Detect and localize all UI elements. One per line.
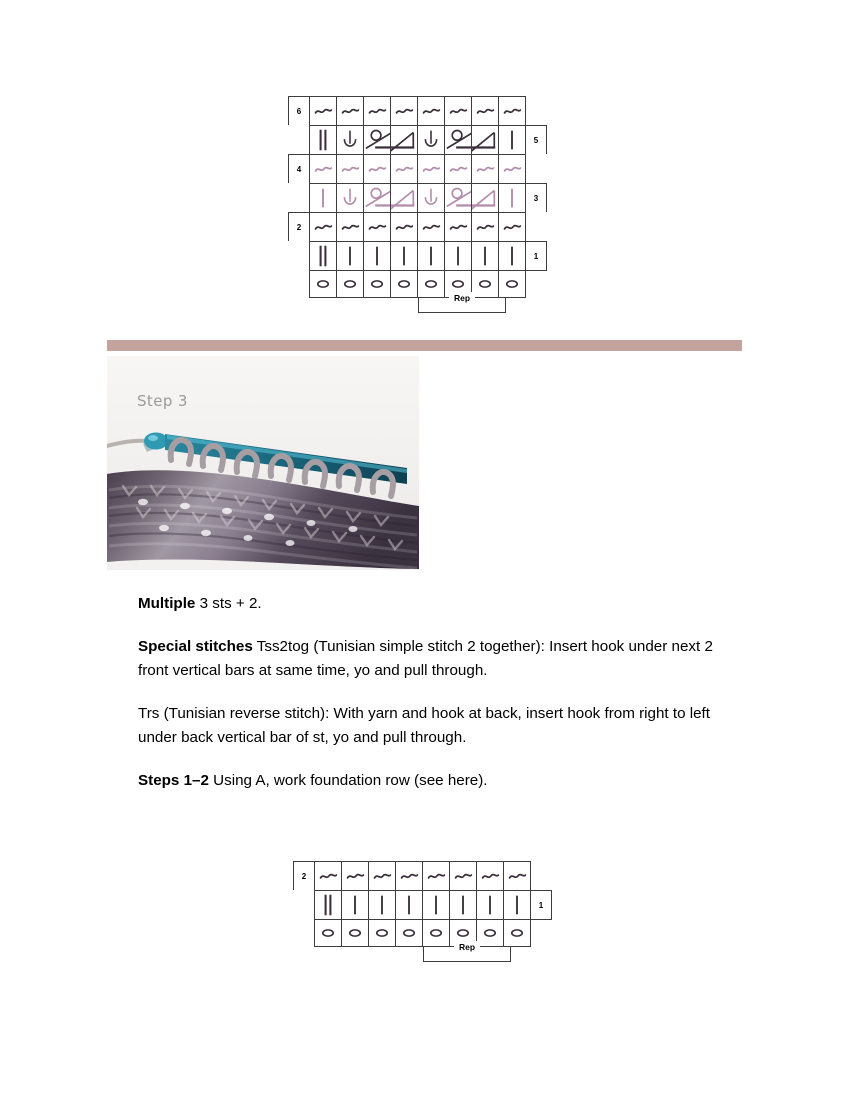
stitch-cell: [476, 890, 504, 920]
wave-symbol: [396, 862, 422, 890]
stitch-cell: [309, 96, 337, 126]
chain-cell: [471, 270, 499, 298]
steps-value: Using A, work foundation row (see here).: [208, 772, 488, 789]
stitch-cell: [498, 241, 526, 271]
tss2tog-b-symbol: [391, 184, 417, 212]
stitch-cell: [336, 212, 364, 242]
stitch-cell: [395, 861, 423, 891]
stitch-cell: [309, 212, 337, 242]
trs-symbol: [418, 184, 444, 212]
rep-bracket-area: [293, 942, 552, 963]
stitch-cell: [503, 861, 531, 891]
row-number-right: 1: [525, 241, 547, 271]
chart-row: [288, 126, 547, 155]
stitch-cell: [309, 125, 337, 155]
wave-symbol: [315, 862, 341, 890]
bar-symbol: [504, 891, 530, 919]
stitch-cell: [336, 96, 364, 126]
double-bar-symbol: [315, 891, 341, 919]
tss2tog-b-symbol: [472, 184, 498, 212]
stitch-cell: [444, 183, 472, 213]
stitch-cell: [390, 96, 418, 126]
wave-symbol: [364, 213, 390, 241]
trs-symbol: [418, 126, 444, 154]
paragraph-trs: Trs (Tunisian reverse stitch): With yarn and hook at back, insert hook from right to left under back vertical bar of st, yo and pull through.: [138, 705, 710, 746]
foundation-chain-row: [310, 271, 547, 298]
bar-symbol: [499, 242, 525, 270]
chain-symbol: [310, 271, 336, 297]
wave-symbol: [418, 155, 444, 183]
rep-bracket-area: [288, 293, 547, 314]
section-divider-bar: [107, 340, 742, 351]
stitch-cell: [449, 890, 477, 920]
stitch-cell: [417, 96, 445, 126]
stitch-cell: [309, 154, 337, 184]
stitch-cell: [444, 125, 472, 155]
row-number-right: 3: [525, 183, 547, 213]
bar-symbol: [499, 184, 525, 212]
chart-row: [288, 155, 547, 184]
chain-cell: [417, 270, 445, 298]
stitch-cell: [368, 890, 396, 920]
row-number-left: 4: [288, 154, 310, 184]
row-number-right: 5: [525, 125, 547, 155]
chart-row: [293, 862, 552, 891]
tss2tog-a-symbol: [364, 184, 390, 212]
wave-symbol: [504, 862, 530, 890]
stitch-cell: [368, 861, 396, 891]
chain-symbol: [477, 920, 503, 946]
stitch-cell: [476, 861, 504, 891]
stitch-cell: [395, 890, 423, 920]
stitch-cell: [363, 241, 391, 271]
stitch-cell: [309, 183, 337, 213]
trs-symbol: [337, 126, 363, 154]
stitch-cell: [390, 154, 418, 184]
crochet-photo-illustration: [107, 356, 419, 570]
chain-cell: [309, 270, 337, 298]
stitch-cell: [444, 154, 472, 184]
photo-artwork: [107, 356, 419, 570]
stitch-cell: [471, 96, 499, 126]
wave-symbol: [391, 155, 417, 183]
chain-symbol: [396, 920, 422, 946]
wave-symbol: [472, 213, 498, 241]
rep-bracket: [418, 293, 506, 313]
stitch-cell: [417, 212, 445, 242]
row-number-right-blank: [530, 861, 552, 891]
stitch-cell: [336, 241, 364, 271]
bar-symbol: [364, 242, 390, 270]
trs-symbol: [337, 184, 363, 212]
chain-symbol: [342, 920, 368, 946]
row-number-left: 2: [293, 861, 315, 891]
stitch-cell: [471, 154, 499, 184]
stitch-cell: [444, 241, 472, 271]
chart-top-container: [288, 97, 547, 314]
stitch-cell: [314, 861, 342, 891]
special-stitches-value: Tss2tog (Tunisian simple stitch 2 together): Insert hook under next 2 front vertical bars at same time, yo and pull through.: [138, 638, 713, 679]
chain-symbol: [423, 920, 449, 946]
wave-symbol: [337, 213, 363, 241]
chain-cell: [422, 919, 450, 947]
tss2tog-a-symbol: [445, 184, 471, 212]
chain-symbol: [499, 271, 525, 297]
wave-symbol: [364, 97, 390, 125]
bar-symbol: [445, 242, 471, 270]
stitch-cell: [363, 125, 391, 155]
chain-cell: [476, 919, 504, 947]
rep-bracket: [423, 942, 511, 962]
double-bar-symbol: [310, 242, 336, 270]
tunisian-pattern-chart-full: [288, 97, 547, 314]
rep-label: Rep: [454, 941, 480, 953]
stitch-cell: [336, 125, 364, 155]
row-number-right: 1: [530, 890, 552, 920]
paragraph-special-stitches: [138, 635, 738, 683]
stitch-cell: [422, 890, 450, 920]
stitch-cell: [498, 183, 526, 213]
chart-row: [288, 242, 547, 271]
bar-symbol: [418, 242, 444, 270]
tss2tog-a-symbol: [364, 126, 390, 154]
rep-label: Rep: [449, 292, 475, 304]
step-photo: [107, 356, 419, 570]
bar-symbol: [369, 891, 395, 919]
wave-symbol: [423, 862, 449, 890]
stitch-cell: [444, 96, 472, 126]
bar-symbol: [450, 891, 476, 919]
stitch-cell: [417, 241, 445, 271]
wave-symbol: [499, 97, 525, 125]
bar-symbol: [396, 891, 422, 919]
bar-symbol: [472, 242, 498, 270]
chain-symbol: [391, 271, 417, 297]
wave-symbol: [337, 97, 363, 125]
row-number-left-blank: [288, 125, 310, 155]
chain-symbol: [418, 271, 444, 297]
stitch-cell: [471, 212, 499, 242]
chain-symbol: [369, 920, 395, 946]
wave-symbol: [477, 862, 503, 890]
wave-symbol: [310, 155, 336, 183]
stitch-cell: [309, 241, 337, 271]
wave-symbol: [369, 862, 395, 890]
chain-cell: [336, 270, 364, 298]
stitch-cell: [363, 154, 391, 184]
wave-symbol: [418, 213, 444, 241]
row-number-right-blank: [525, 96, 547, 126]
bar-symbol: [423, 891, 449, 919]
chain-cell: [498, 270, 526, 298]
wave-symbol: [310, 97, 336, 125]
wave-symbol: [499, 155, 525, 183]
stitch-cell: [341, 890, 369, 920]
stitch-cell: [498, 154, 526, 184]
stitch-cell: [390, 212, 418, 242]
row-number-left: 2: [288, 212, 310, 242]
stitch-cell: [471, 183, 499, 213]
chain-symbol: [315, 920, 341, 946]
bar-symbol: [499, 126, 525, 154]
stitch-cell: [498, 212, 526, 242]
stitch-cell: [471, 241, 499, 271]
chain-cell: [341, 919, 369, 947]
chain-cell: [363, 270, 391, 298]
bar-symbol: [310, 184, 336, 212]
stitch-cell: [341, 861, 369, 891]
instructions-text-block: [138, 592, 738, 812]
stitch-cell: [363, 183, 391, 213]
chain-symbol: [364, 271, 390, 297]
wave-symbol: [450, 862, 476, 890]
stitch-cell: [363, 96, 391, 126]
tss2tog-b-symbol: [391, 126, 417, 154]
stitch-cell: [336, 154, 364, 184]
wave-symbol: [391, 213, 417, 241]
chart-row: [288, 184, 547, 213]
tunisian-foundation-chart: [293, 862, 552, 963]
stitch-cell: [422, 861, 450, 891]
chain-symbol: [472, 271, 498, 297]
chain-symbol: [337, 271, 363, 297]
paragraph-steps: [138, 769, 738, 793]
double-bar-symbol: [310, 126, 336, 154]
multiple-label: Multiple: [138, 595, 196, 612]
wave-symbol: [445, 213, 471, 241]
stitch-cell: [363, 212, 391, 242]
stitch-cell: [390, 241, 418, 271]
foundation-chain-row: [315, 920, 552, 947]
tss2tog-b-symbol: [472, 126, 498, 154]
wave-symbol: [445, 97, 471, 125]
chain-cell: [503, 919, 531, 947]
bar-symbol: [391, 242, 417, 270]
multiple-value: 3 sts + 2.: [195, 595, 262, 612]
special-stitches-label: Special stitches: [138, 638, 253, 655]
stitch-cell: [417, 154, 445, 184]
stitch-cell: [503, 890, 531, 920]
stitch-cell: [390, 183, 418, 213]
chain-cell: [368, 919, 396, 947]
wave-symbol: [418, 97, 444, 125]
paragraph-multiple: [138, 592, 738, 616]
stitch-cell: [444, 212, 472, 242]
wave-symbol: [472, 155, 498, 183]
stitch-cell: [417, 125, 445, 155]
stitch-cell: [449, 861, 477, 891]
bar-symbol: [342, 891, 368, 919]
row-number-left: 6: [288, 96, 310, 126]
row-number-left-blank: [288, 241, 310, 271]
wave-symbol: [472, 97, 498, 125]
wave-symbol: [310, 213, 336, 241]
tss2tog-a-symbol: [445, 126, 471, 154]
wave-symbol: [445, 155, 471, 183]
wave-symbol: [342, 862, 368, 890]
stitch-cell: [498, 96, 526, 126]
stitch-cell: [498, 125, 526, 155]
stitch-cell: [336, 183, 364, 213]
chain-cell: [390, 270, 418, 298]
stitch-cell: [471, 125, 499, 155]
step-label: Step 3: [137, 392, 188, 410]
bar-symbol: [337, 242, 363, 270]
wave-symbol: [337, 155, 363, 183]
chain-cell: [314, 919, 342, 947]
chart-row: [288, 97, 547, 126]
stitch-cell: [417, 183, 445, 213]
wave-symbol: [364, 155, 390, 183]
row-number-right-blank: [525, 212, 547, 242]
bar-symbol: [477, 891, 503, 919]
stitch-cell: [390, 125, 418, 155]
chart-row: [293, 891, 552, 920]
row-number-right-blank: [525, 154, 547, 184]
stitch-cell: [314, 890, 342, 920]
wave-symbol: [499, 213, 525, 241]
wave-symbol: [391, 97, 417, 125]
chart-bottom-container: [293, 862, 552, 963]
row-number-left-blank: [293, 890, 315, 920]
chain-cell: [395, 919, 423, 947]
row-number-left-blank: [288, 183, 310, 213]
chain-symbol: [504, 920, 530, 946]
steps-label: Steps 1–2: [138, 772, 209, 789]
chart-row: [288, 213, 547, 242]
